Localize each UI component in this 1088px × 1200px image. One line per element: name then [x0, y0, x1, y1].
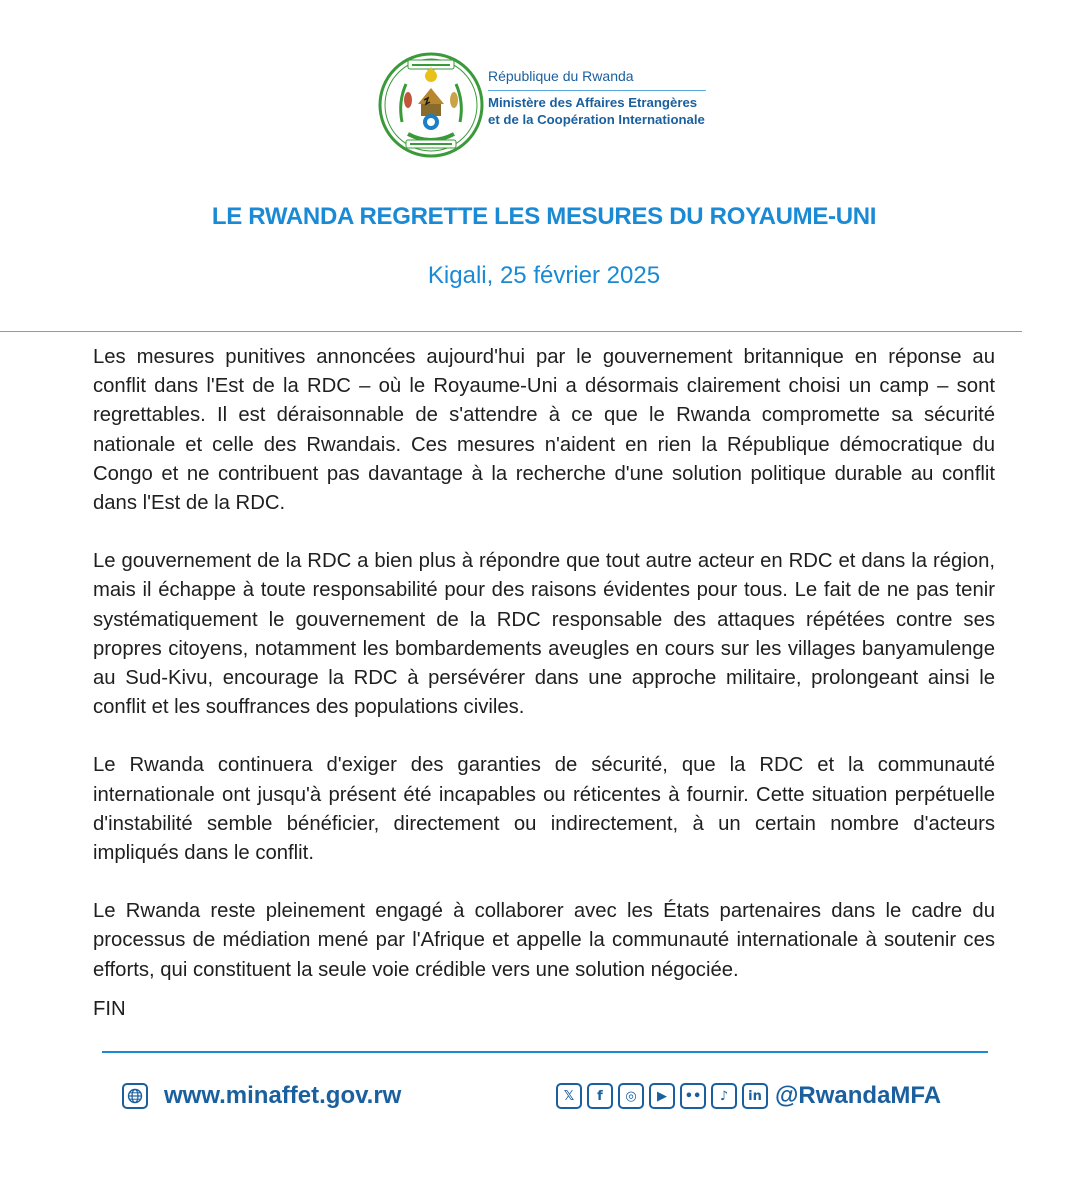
- social-handle[interactable]: @RwandaMFA: [775, 1082, 942, 1109]
- paragraph: Le gouvernement de la RDC a bien plus à répondre que tout autre acteur en RDC et dans la région, mais il échappe à toute responsabilité pour des raisons évidentes pour tous. Le fait de ne pas tenir systématiquement le gouvernement de la RDC responsable des attaques répétées contre ses propres citoyens, notamment les bombardements aveugles en cours sur les villages banyamulenge au Sud-Kivu, encourage la RDC à persévérer dans une approche militaire, prolongeant ainsi le conflit et les souffrances des populations civiles.: [93, 550, 995, 719]
- paragraph: Le Rwanda reste pleinement engagé à collaborer avec les États partenaires dans le cadre du processus de médiation mené par l'Afrique et appelle la communauté internationale à soutenir ces efforts, qui constituent la seule voie crédible vers une solution négociée.: [93, 900, 995, 981]
- issuer-block: [488, 68, 706, 128]
- youtube-icon[interactable]: ▶: [649, 1083, 675, 1109]
- social-links: [556, 1082, 941, 1110]
- letterhead: [378, 52, 718, 162]
- closing-mark: FIN: [93, 998, 126, 1020]
- facebook-icon[interactable]: f: [587, 1083, 613, 1109]
- linkedin-icon[interactable]: in: [742, 1083, 768, 1109]
- rwanda-seal-icon: [378, 52, 484, 158]
- ministry-name-line2: et de la Coopération Internationale: [488, 112, 705, 127]
- flickr-icon[interactable]: ••: [680, 1083, 706, 1109]
- document-title: LE RWANDA REGRETTE LES MESURES DU ROYAUME-UNI: [211, 203, 877, 230]
- ministry-name-line1: Ministère des Affaires Etrangères: [488, 95, 698, 110]
- header-divider: [488, 90, 706, 91]
- paragraph: Les mesures punitives annoncées aujourd'hui par le gouvernement britannique en réponse au conflit dans l'Est de la RDC – où le Royaume-Uni a désormais clairement choisi un camp – sont regrettables. Il est déraisonnable de s'attendre à ce que le Rwanda compromette sa sécurité nationale et celle des Rwandais. Ces mesures n'aident en rien la République démocratique du Congo et ne contribuent pas davantage à la recherche d'une solution politique durable au conflit dans l'Est de la RDC.: [93, 346, 995, 515]
- globe-icon: [122, 1083, 148, 1109]
- statement-body: [93, 343, 995, 1014]
- footer: [122, 1080, 972, 1120]
- tiktok-icon[interactable]: ♪: [711, 1083, 737, 1109]
- x-icon[interactable]: 𝕏: [556, 1083, 582, 1109]
- website-url: www.minaffet.gov.rw: [164, 1082, 402, 1109]
- title-divider: [0, 331, 1022, 332]
- dateline: Kigali, 25 février 2025: [427, 262, 661, 289]
- instagram-icon[interactable]: ◎: [618, 1083, 644, 1109]
- website-link[interactable]: [122, 1082, 401, 1110]
- paragraph: Le Rwanda continuera d'exiger des garanties de sécurité, que la RDC et la communauté internationale ont jusqu'à présent été incapables ou réticentes à fournir. Cette situation perpétuelle d'instabilité semble bénéficier, directement ou indirectement, à un certain nombre d'acteurs impliqués dans le conflit.: [93, 754, 995, 865]
- footer-divider: [102, 1051, 988, 1053]
- republic-name: République du Rwanda: [488, 68, 634, 84]
